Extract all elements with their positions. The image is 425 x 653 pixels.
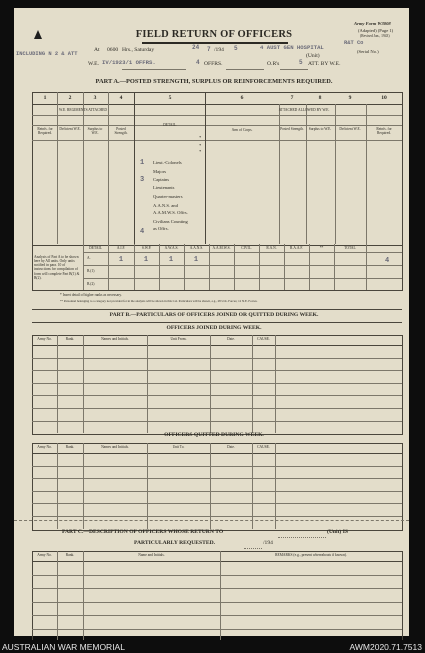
typed-serial: R&T Co bbox=[344, 40, 364, 46]
footer-accession-number: AWM2020.71.7513 bbox=[349, 642, 422, 652]
binding-hole-icon bbox=[34, 30, 42, 39]
hours-value: 0600 bbox=[107, 47, 119, 53]
posted-captains-value: 3 bbox=[140, 176, 145, 184]
column-header: REMARKS (e.g., present whereabouts if known). bbox=[275, 553, 347, 557]
posted-total-value: 4 bbox=[140, 228, 145, 236]
analysis-side-note: Analysis of Part A to be shown here by All units. Only units notified in para. 10 of instructions for compilation of form will complete Part B(1) & B(2). bbox=[34, 255, 80, 280]
quitted-title: OFFICERS QUITTED DURING WEEK. bbox=[164, 432, 264, 438]
column-header: Name and Initials. bbox=[138, 553, 165, 557]
column-header: CAUSE. bbox=[257, 445, 270, 449]
summary-header: DETAIL bbox=[89, 246, 102, 250]
summary-total-a-value: 4 bbox=[385, 257, 390, 265]
left-header: Reinfs. for Required. bbox=[37, 127, 53, 135]
part-c-date-blank: /194 bbox=[263, 540, 273, 546]
serial-label: (Serial No.) bbox=[357, 49, 379, 54]
column-header: Names and Initials. bbox=[101, 445, 129, 449]
summary-row-label: B.(2) bbox=[87, 282, 95, 286]
right-header: Deficient W.E. bbox=[339, 127, 361, 131]
archive-footer bbox=[0, 640, 425, 653]
typed-unit: 4 AUST GEN HOSPITAL bbox=[260, 44, 324, 51]
summary-value-a: 1 bbox=[118, 256, 124, 264]
column-header: Date. bbox=[227, 337, 235, 341]
column-number: 6 bbox=[240, 95, 244, 101]
summary-value-a: 1 bbox=[143, 256, 149, 264]
column-number: 8 bbox=[318, 95, 322, 101]
unit-label: (Unit) bbox=[306, 53, 320, 59]
offrs-label: OFFRS. bbox=[204, 61, 223, 67]
column-number: 10 bbox=[381, 95, 387, 101]
left-header: Deficient W.E. bbox=[59, 127, 81, 131]
form-title: FIELD RETURN OF OFFICERS bbox=[135, 29, 293, 40]
we-group-label: W.E. REGIMENTS ATTACHED bbox=[59, 108, 107, 112]
column-number: 1 bbox=[43, 95, 47, 101]
rank-label: Civilians Counting bbox=[153, 219, 188, 224]
summary-header: ** bbox=[319, 246, 324, 250]
we-label: W.E. bbox=[88, 61, 99, 67]
footnote-1: * Insert detail of higher ranks as necessary. bbox=[60, 293, 122, 297]
part-c-unit-is: (Unit) IS bbox=[327, 529, 348, 535]
column-header: Date. bbox=[227, 445, 235, 449]
column-number: 5 bbox=[168, 95, 172, 101]
typed-side-note: INCLUDING N 2 & ATT bbox=[16, 51, 78, 57]
rank-label: as Offrs. bbox=[153, 226, 169, 231]
arm-of-corps-label: Arm of Corps. bbox=[231, 128, 253, 132]
column-header: Rank. bbox=[65, 445, 75, 449]
right-header: Reinfs. for Required. bbox=[376, 127, 392, 135]
form-ref-line2: (Adapted) (Page 1) bbox=[358, 28, 394, 33]
attached-group-label: ATTACHED ALLOWED BY W.E. bbox=[278, 108, 330, 112]
summary-header: A.I.F. bbox=[116, 246, 126, 250]
summary-header: A.A.M.W.S. bbox=[212, 246, 231, 250]
column-header: Army No. bbox=[37, 553, 52, 557]
column-number: 2 bbox=[68, 95, 72, 101]
rank-label: Majors bbox=[153, 169, 167, 174]
column-header: Army No. bbox=[37, 445, 52, 449]
column-number: 3 bbox=[93, 95, 97, 101]
ors-label: O.R's bbox=[267, 61, 280, 67]
column-number: 7 bbox=[290, 95, 294, 101]
part-a-title: PART A.—POSTED STRENGTH, SURPLUS OR REINFORCEMENTS REQUIRED. bbox=[95, 78, 333, 85]
att-value: 5 bbox=[299, 59, 303, 66]
summary-header: S.W.P. bbox=[141, 246, 152, 250]
we-value: IV/1923/1 OFFRS. bbox=[102, 59, 156, 66]
summary-header: R.A.N. bbox=[266, 246, 277, 250]
left-header: Posted Strength. bbox=[114, 127, 128, 135]
hrs-saturday-label: Hrs., Saturday bbox=[122, 47, 155, 53]
rank-label: Lieut.-Colonels bbox=[153, 160, 182, 165]
detail-label: DETAIL. bbox=[163, 123, 177, 127]
summary-row-label: B.(1) bbox=[87, 269, 95, 273]
column-header: Rank. bbox=[65, 337, 75, 341]
summary-header: A.W.A.S. bbox=[164, 246, 179, 250]
year-value: 5 bbox=[234, 45, 238, 52]
column-number: 9 bbox=[348, 95, 352, 101]
form-sheet: Army Form W3008 (Adapted) (Page 1) (Revised Jan., 1943) FIELD RETURN OF OFFICERS INCLUDING N 2 & ATT 4 AUST GEN HOSPITAL R&T Co (Serial No.) At 0600 Hrs., Saturday 24 7 /194 5 (Unit) W.E. IV/1923/1 OFFRS. 4 OFFRS. O.R's 5 ATT. BY W.E. PART A.—POSTED STRENGTH, SURPLUS OR REINFORCEMENTS REQUIRED. 1 2 3 4 5 6 7 8 9 10 W.E. REGIMENTS ATTACHED ATTACHED ALLOWED BY W.E. DETAIL. Arm of Corps. Reinfs. for Required. Deficient W.E. Surplus to W.E. Posted Strength. Posted Strength. Surplus to W.E. Deficient W.E. Reinfs. for Required. Lieut.-Colonels Majors Captains Lieutenants Quarter-masters A.A.N.S. and A.A.M.W.S. Offrs. Civilians Counting as Offrs. * * * 1 3 4 DETAIL A.I.F. S.W.P. A.W.A.S. A.A.N.S. A.A.M.W.S. CIVIL. R.A.N. R.A.A.F. ** TOTAL A. B.(1) B.(2) 1 1 1 1 4 Analysis of Part A to be shown here by All units. Only units notified in para. 10 of instructions for compilation of form will complete Part B(1) & B(2). * Insert detail of higher ranks as necessary. ** Personnel belonging to a category not provided for in the analysis will be shown in this Col. Particulars will be shown, e.g., 28 U.K. Forces; 12 N.E. Forces. PART B.—PARTICULARS OF OFFICERS JOINED OR QUITTED DURING WEEK. OFFICERS JOINED DURING WEEK. Army No. Rank. Names and Initials. Unit From. Date. CAUSE. OFFICERS QUITTED DURING WEEK. Army No. Rank. Names and Initials. Unit To. Date. CAUSE. PART C.—DESCRIPTION OF OFFICERS WHOSE RETURN TO (Unit) IS PARTICULARLY REQUESTED. /194 Army No. Rank. Name and Initials. REMARKS (e.g., present whereabouts if known). bbox=[14, 8, 409, 636]
year-label: /194 bbox=[214, 47, 224, 53]
column-header: Names and Initials. bbox=[101, 337, 129, 341]
att-label: ATT. BY W.E. bbox=[308, 61, 341, 67]
rank-label: Quarter-masters bbox=[153, 194, 183, 199]
summary-header: TOTAL bbox=[344, 246, 356, 250]
column-header: Unit From. bbox=[170, 337, 187, 341]
footnote-2: ** Personnel belonging to a category not provided for in the analysis will be shown in this Col. Particulars will be shown, e.g., 28 U.K. Forces; 12 N.E. Forces. bbox=[60, 299, 258, 303]
summary-value-a: 1 bbox=[193, 256, 199, 264]
part-b-title: PART B.—PARTICULARS OF OFFICERS JOINED OR QUITTED DURING WEEK. bbox=[109, 312, 319, 318]
rank-label: Captains bbox=[153, 177, 170, 182]
part-c-title-line2: PARTICULARLY REQUESTED. bbox=[134, 540, 216, 546]
day-value: 24 bbox=[192, 44, 200, 51]
column-header: Army No. bbox=[37, 337, 52, 341]
at-label: At bbox=[94, 47, 100, 53]
month-value: 7 bbox=[207, 46, 211, 53]
posted-majors-value: 1 bbox=[140, 159, 145, 167]
left-header: Surplus to W.E. bbox=[87, 127, 103, 135]
summary-value-a: 1 bbox=[168, 256, 174, 264]
rank-label: A.A.N.S. and bbox=[153, 203, 178, 208]
summary-header: R.A.A.F. bbox=[290, 246, 303, 250]
offrs-value: 4 bbox=[196, 59, 200, 66]
summary-header: A.A.N.S. bbox=[189, 246, 204, 250]
joined-title: OFFICERS JOINED DURING WEEK. bbox=[166, 325, 262, 331]
rank-label: Lieutenants bbox=[153, 185, 175, 190]
column-header: Unit To. bbox=[172, 445, 185, 449]
column-header: Rank. bbox=[65, 553, 75, 557]
right-header: Posted Strength. bbox=[280, 127, 304, 131]
rank-label: A.A.M.W.S. Offrs. bbox=[153, 210, 188, 215]
form-ref-line1: Army Form W3008 bbox=[354, 21, 391, 26]
column-number: 4 bbox=[119, 95, 123, 101]
summary-header: CIVIL. bbox=[241, 246, 252, 250]
column-header: CAUSE. bbox=[257, 337, 270, 341]
footer-institution: AUSTRALIAN WAR MEMORIAL bbox=[2, 642, 125, 652]
right-header: Surplus to W.E. bbox=[308, 127, 332, 131]
form-ref-line3: (Revised Jan., 1943) bbox=[360, 34, 390, 38]
part-c-title-line1: PART C.—DESCRIPTION OF OFFICERS WHOSE RETURN TO bbox=[62, 529, 224, 535]
summary-row-label: A. bbox=[87, 256, 91, 260]
